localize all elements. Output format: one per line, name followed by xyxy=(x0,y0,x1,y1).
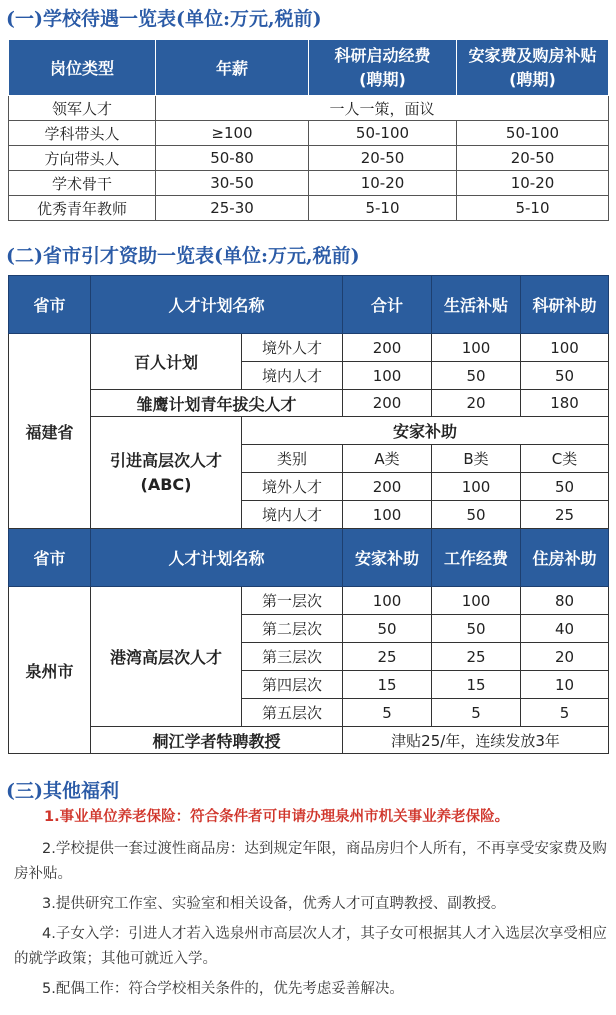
benefits-list xyxy=(14,805,610,1002)
row-housing: 50-100 xyxy=(457,121,609,146)
cell-research: 100 xyxy=(521,334,609,362)
cell-work: 100 xyxy=(432,587,521,615)
header-position-type: 岗位类型 xyxy=(9,40,156,96)
cell-work: 5 xyxy=(432,699,521,727)
list-item: 3.提供研究工作室、实验室和相关设备，优秀人才可直聘教授、副教授。 xyxy=(42,896,506,912)
cell-housing: 40 xyxy=(521,615,609,643)
plan-gangwan: 港湾高层次人才 xyxy=(91,587,242,727)
row-merged-text: 一人一策，面议 xyxy=(156,96,609,121)
sub-category: 境内人才 xyxy=(242,501,343,529)
abc-subheader-a: A类 xyxy=(343,445,432,473)
cell-c: 25 xyxy=(521,501,609,529)
cell-research: 50 xyxy=(521,362,609,390)
cell-research: 180 xyxy=(521,390,609,417)
cell-home: 50 xyxy=(343,615,432,643)
row-type: 领军人才 xyxy=(9,96,156,121)
level: 第二层次 xyxy=(242,615,343,643)
plan-chuying: 雏鹰计划青年拔尖人才 xyxy=(91,390,343,417)
cell-housing: 5 xyxy=(521,699,609,727)
row-type: 优秀青年教师 xyxy=(9,196,156,221)
section1-title: (一)学校待遇一览表(单位:万元,税前) xyxy=(6,8,322,30)
header-city: 省市 xyxy=(9,529,91,587)
level: 第一层次 xyxy=(242,587,343,615)
list-item: 5.配偶工作：符合学校相关条件的，优先考虑妥善解决。 xyxy=(42,981,404,997)
row-research: 50-100 xyxy=(309,121,457,146)
header-plan-name: 人才计划名称 xyxy=(91,529,343,587)
cell-b: 50 xyxy=(432,501,521,529)
cell-living: 20 xyxy=(432,390,521,417)
level: 第五层次 xyxy=(242,699,343,727)
abc-subheader-b: B类 xyxy=(432,445,521,473)
cell-housing: 10 xyxy=(521,671,609,699)
cell-a: 200 xyxy=(343,473,432,501)
cell-work: 15 xyxy=(432,671,521,699)
header-province: 省市 xyxy=(9,276,91,334)
row-housing: 20-50 xyxy=(457,146,609,171)
sub-category: 境外人才 xyxy=(242,334,343,362)
row-research: 20-50 xyxy=(309,146,457,171)
row-salary: 50-80 xyxy=(156,146,309,171)
city-quanzhou: 泉州市 xyxy=(9,587,91,754)
list-item: 2.学校提供一套过渡性商品房：达到规定年限，商品房归个人所有，不再享受安家费及购房补贴。 xyxy=(14,841,607,882)
school-benefits-table xyxy=(8,39,609,221)
header-research-subsidy: 科研补助 xyxy=(521,276,609,334)
cell-total: 200 xyxy=(343,334,432,362)
cell-total: 200 xyxy=(343,390,432,417)
cell-c: 50 xyxy=(521,473,609,501)
sub-category: 境外人才 xyxy=(242,473,343,501)
cell-home: 15 xyxy=(343,671,432,699)
tongjiang-desc: 津贴25/年，连续发放3年 xyxy=(343,727,609,754)
cell-b: 100 xyxy=(432,473,521,501)
row-housing: 5-10 xyxy=(457,196,609,221)
header-living-subsidy: 生活补贴 xyxy=(432,276,521,334)
header-plan-name: 人才计划名称 xyxy=(91,276,343,334)
provincial-funding-table xyxy=(8,275,609,754)
row-type: 学术骨干 xyxy=(9,171,156,196)
header-total: 合计 xyxy=(343,276,432,334)
cell-work: 25 xyxy=(432,643,521,671)
abc-subheader-category: 类别 xyxy=(242,445,343,473)
header-home-subsidy: 安家补助 xyxy=(343,529,432,587)
list-item: 1.事业单位养老保险：符合条件者可申请办理泉州市机关事业养老保险。 xyxy=(44,809,510,825)
cell-housing: 20 xyxy=(521,643,609,671)
sub-category: 境内人才 xyxy=(242,362,343,390)
cell-home: 5 xyxy=(343,699,432,727)
header-research-funding: 科研启动经费 (聘期) xyxy=(309,40,457,96)
plan-baiji: 百人计划 xyxy=(91,334,242,390)
row-research: 10-20 xyxy=(309,171,457,196)
cell-home: 25 xyxy=(343,643,432,671)
level: 第四层次 xyxy=(242,671,343,699)
list-item: 4.子女入学：引进人才若入选泉州市高层次人才，其子女可根据其人才入选层次享受相应的就学政策；其他可就近入学。 xyxy=(14,926,607,967)
cell-work: 50 xyxy=(432,615,521,643)
cell-total: 100 xyxy=(343,362,432,390)
abc-subsidy-title: 安家补助 xyxy=(242,417,609,445)
row-housing: 10-20 xyxy=(457,171,609,196)
header-housing-subsidy: 住房补助 xyxy=(521,529,609,587)
abc-subheader-c: C类 xyxy=(521,445,609,473)
section3-title: (三)其他福利 xyxy=(6,780,119,802)
header-housing-subsidy: 安家费及购房补贴 (聘期) xyxy=(457,40,609,96)
row-salary: 25-30 xyxy=(156,196,309,221)
level: 第三层次 xyxy=(242,643,343,671)
cell-a: 100 xyxy=(343,501,432,529)
header-work-funding: 工作经费 xyxy=(432,529,521,587)
row-research: 5-10 xyxy=(309,196,457,221)
row-salary: ≥100 xyxy=(156,121,309,146)
section2-title: (二)省市引才资助一览表(单位:万元,税前) xyxy=(6,245,360,267)
cell-home: 100 xyxy=(343,587,432,615)
row-type: 学科带头人 xyxy=(9,121,156,146)
cell-housing: 80 xyxy=(521,587,609,615)
cell-living: 100 xyxy=(432,334,521,362)
plan-tongjiang: 桐江学者特聘教授 xyxy=(91,727,343,754)
header-salary: 年薪 xyxy=(156,40,309,96)
plan-abc: 引进高层次人才 (ABC) xyxy=(91,417,242,529)
cell-living: 50 xyxy=(432,362,521,390)
row-salary: 30-50 xyxy=(156,171,309,196)
row-type: 方向带头人 xyxy=(9,146,156,171)
province-fujian: 福建省 xyxy=(9,334,91,529)
